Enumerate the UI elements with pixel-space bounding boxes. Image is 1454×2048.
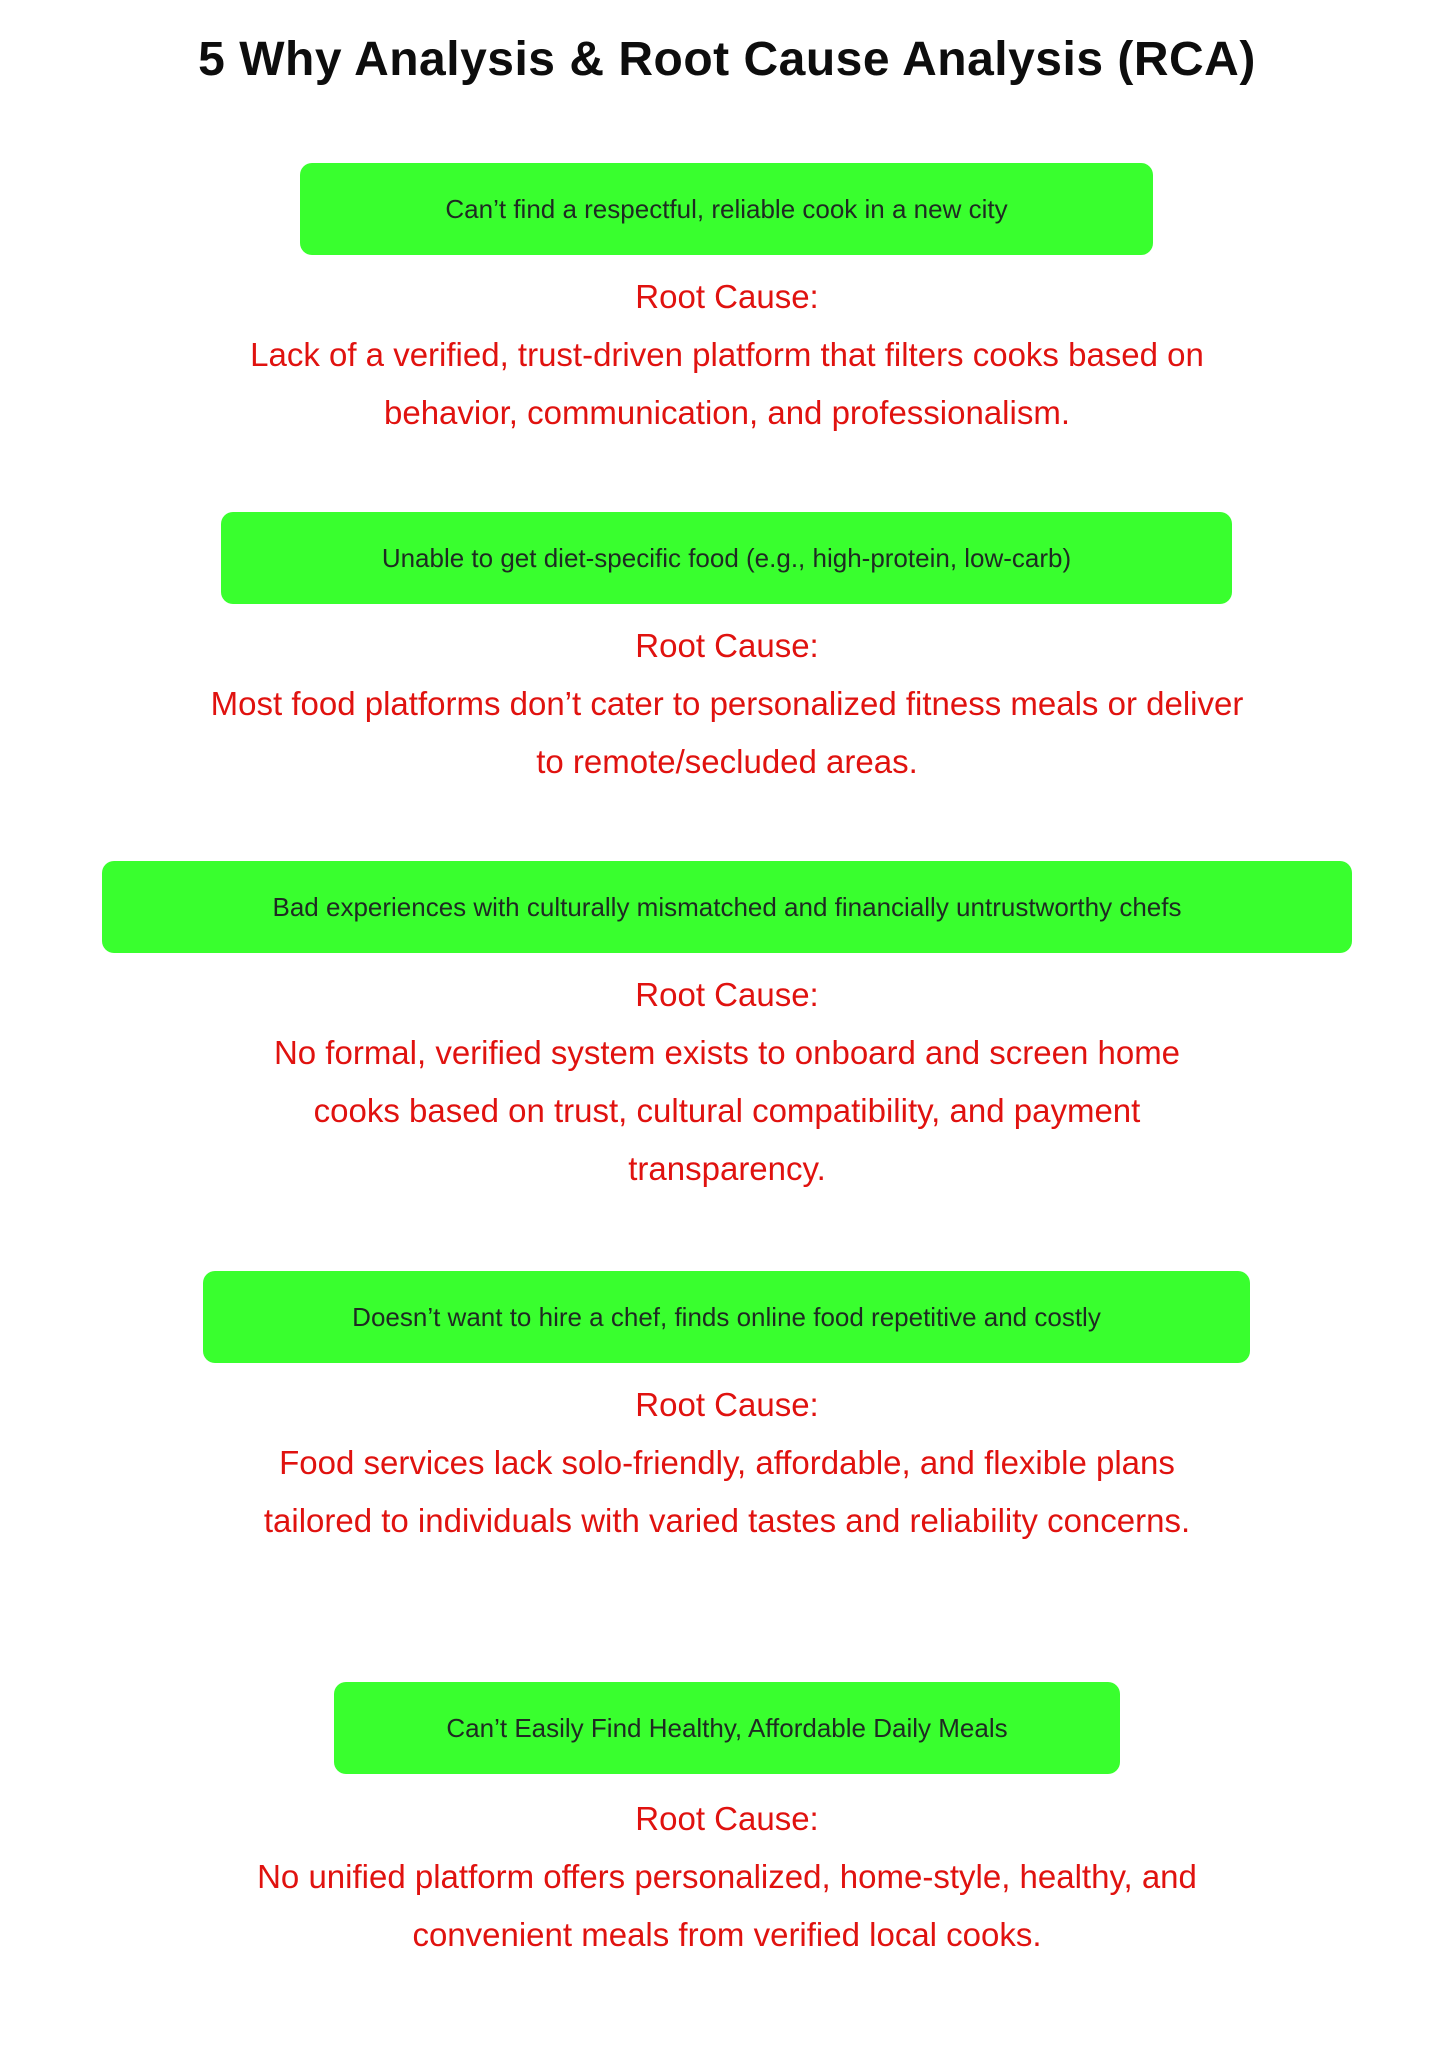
problem-box-2: Unable to get diet-specific food (e.g., high-protein, low-carb): [221, 512, 1232, 604]
root-cause-block-5: [0, 1790, 1454, 1964]
root-cause-block-1: [0, 268, 1454, 442]
root-cause-heading-4: Root Cause:: [635, 1386, 819, 1423]
page-title: 5 Why Analysis & Root Cause Analysis (RCA): [198, 33, 1256, 86]
root-cause-text-2: Most food platforms don’t cater to personalized fitness meals or deliver to remote/secluded areas.: [210, 685, 1244, 780]
problem-box-1: Can’t find a respectful, reliable cook in a new city: [300, 163, 1153, 255]
root-cause-block-3: [0, 966, 1454, 1198]
root-cause-block-2: [0, 617, 1454, 791]
root-cause-heading-1: Root Cause:: [635, 278, 819, 315]
root-cause-text-3: No formal, verified system exists to onboard and screen home cooks based on trust, cultural compatibility, and payment transparency.: [273, 1034, 1181, 1187]
root-cause-heading-3: Root Cause:: [635, 976, 819, 1013]
problem-box-4: Doesn’t want to hire a chef, finds online food repetitive and costly: [203, 1271, 1250, 1363]
problem-box-5: Can’t Easily Find Healthy, Affordable Daily Meals: [334, 1682, 1120, 1774]
problem-box-3: Bad experiences with culturally mismatched and financially untrustworthy chefs: [102, 861, 1352, 953]
root-cause-heading-2: Root Cause:: [635, 627, 819, 664]
root-cause-block-4: [0, 1376, 1454, 1550]
root-cause-text-4: Food services lack solo-friendly, affordable, and flexible plans tailored to individuals with varied tastes and reliability concerns.: [263, 1444, 1191, 1539]
root-cause-text-1: Lack of a verified, trust-driven platform that filters cooks based on behavior, communication, and professionalism.: [250, 336, 1204, 431]
root-cause-text-5: No unified platform offers personalized, home-style, healthy, and convenient meals from verified local cooks.: [257, 1858, 1197, 1953]
root-cause-heading-5: Root Cause:: [635, 1800, 819, 1837]
